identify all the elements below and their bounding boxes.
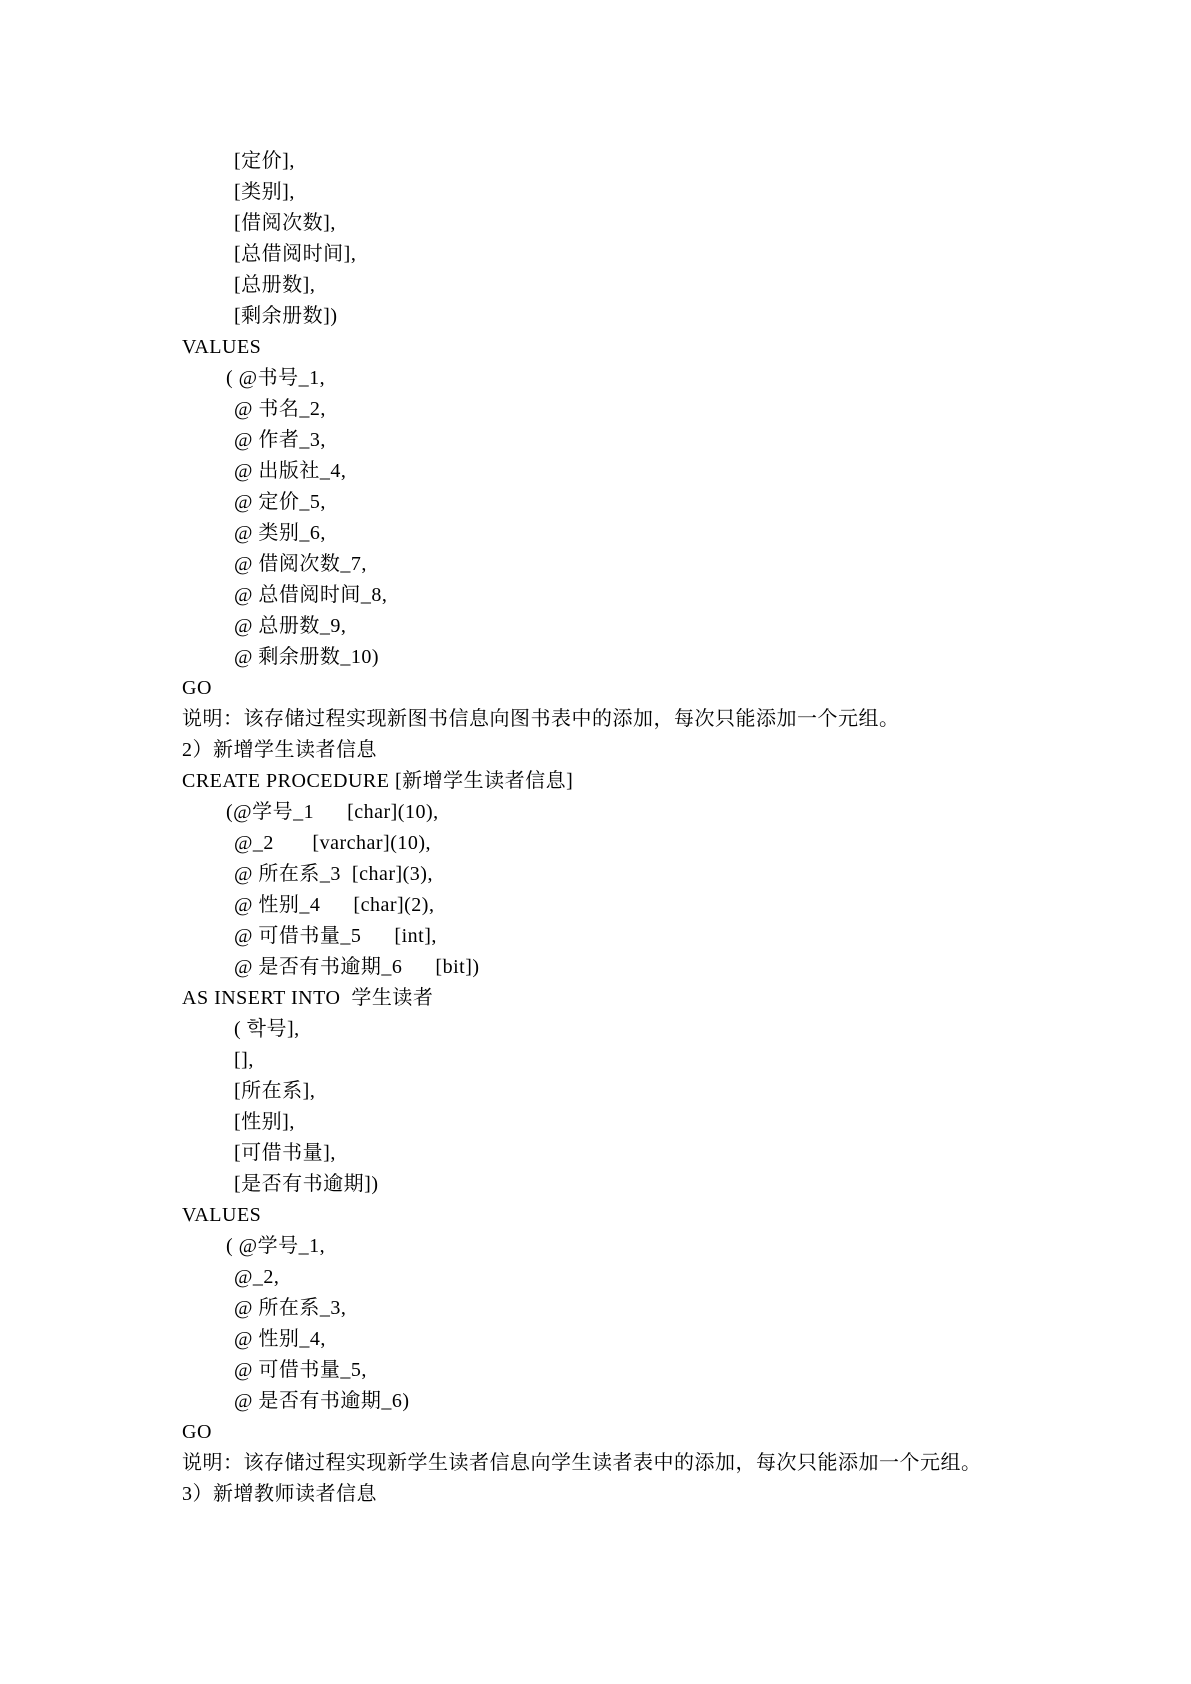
code-keyword-line: VALUES xyxy=(182,336,262,358)
code-line: [性别], xyxy=(234,1111,295,1133)
code-line: @ 可借书量_5, xyxy=(234,1359,367,1381)
code-line: @ 可借书量_5 [int], xyxy=(234,925,437,947)
code-line: @ 剩余册数_10) xyxy=(234,646,380,668)
code-line: @ 是否有书逾期_6) xyxy=(234,1390,410,1412)
code-line: @ 总册数_9, xyxy=(234,615,347,637)
code-line: @ 类别_6, xyxy=(234,522,326,544)
code-keyword-line: AS INSERT INTO 学生读者 xyxy=(182,987,434,1009)
code-line: @ 定价_5, xyxy=(234,491,326,513)
code-line: @ 出版社_4, xyxy=(234,460,347,482)
code-line: (@学号_1 [char](10), xyxy=(226,801,439,823)
code-line: [总册数], xyxy=(234,274,316,296)
code-line: @_2 [varchar](10), xyxy=(234,832,432,854)
code-line: @ 是否有书逾期_6 [bit]) xyxy=(234,956,480,978)
code-line: @ 性别_4 [char](2), xyxy=(234,894,435,916)
code-line: [剩余册数]) xyxy=(234,305,338,327)
code-line: @ 总借阅时间_8, xyxy=(234,584,388,606)
code-line: [是否有书逾期]) xyxy=(234,1173,379,1195)
code-line: @ 所在系_3 [char](3), xyxy=(234,863,433,885)
code-keyword-line: CREATE PROCEDURE [新增学生读者信息] xyxy=(182,770,574,792)
code-line: @ 性别_4, xyxy=(234,1328,326,1350)
code-keyword-line: GO xyxy=(182,677,212,699)
code-line: [借阅次数], xyxy=(234,212,336,234)
description-paragraph: 说明：该存储过程实现新学生读者信息向学生读者表中的添加，每次只能添加一个元组。 xyxy=(182,1452,982,1474)
code-line: @ 作者_3, xyxy=(234,429,326,451)
code-line: @ 借阅次数_7, xyxy=(234,553,367,575)
code-line: @ 所在系_3, xyxy=(234,1297,347,1319)
code-line: [所在系], xyxy=(234,1080,316,1102)
code-line: ( @书号_1, xyxy=(226,367,326,389)
code-line: @_2, xyxy=(234,1266,280,1288)
code-line: [], xyxy=(234,1049,254,1071)
code-keyword-line: GO xyxy=(182,1421,212,1443)
description-paragraph: 说明：该存储过程实现新图书信息向图书表中的添加，每次只能添加一个元组。 xyxy=(182,708,900,730)
section-heading: 3）新增教师读者信息 xyxy=(182,1483,377,1505)
code-line: [可借书量], xyxy=(234,1142,336,1164)
section-heading: 2）新增学生读者信息 xyxy=(182,739,377,761)
code-line: [定价], xyxy=(234,150,295,172)
code-line: [总借阅时间], xyxy=(234,243,357,265)
code-line: [类别], xyxy=(234,181,295,203)
code-line: ( @学号_1, xyxy=(226,1235,326,1257)
code-keyword-line: VALUES xyxy=(182,1204,262,1226)
code-line: @ 书名_2, xyxy=(234,398,326,420)
code-line: ( 학号], xyxy=(234,1018,300,1040)
